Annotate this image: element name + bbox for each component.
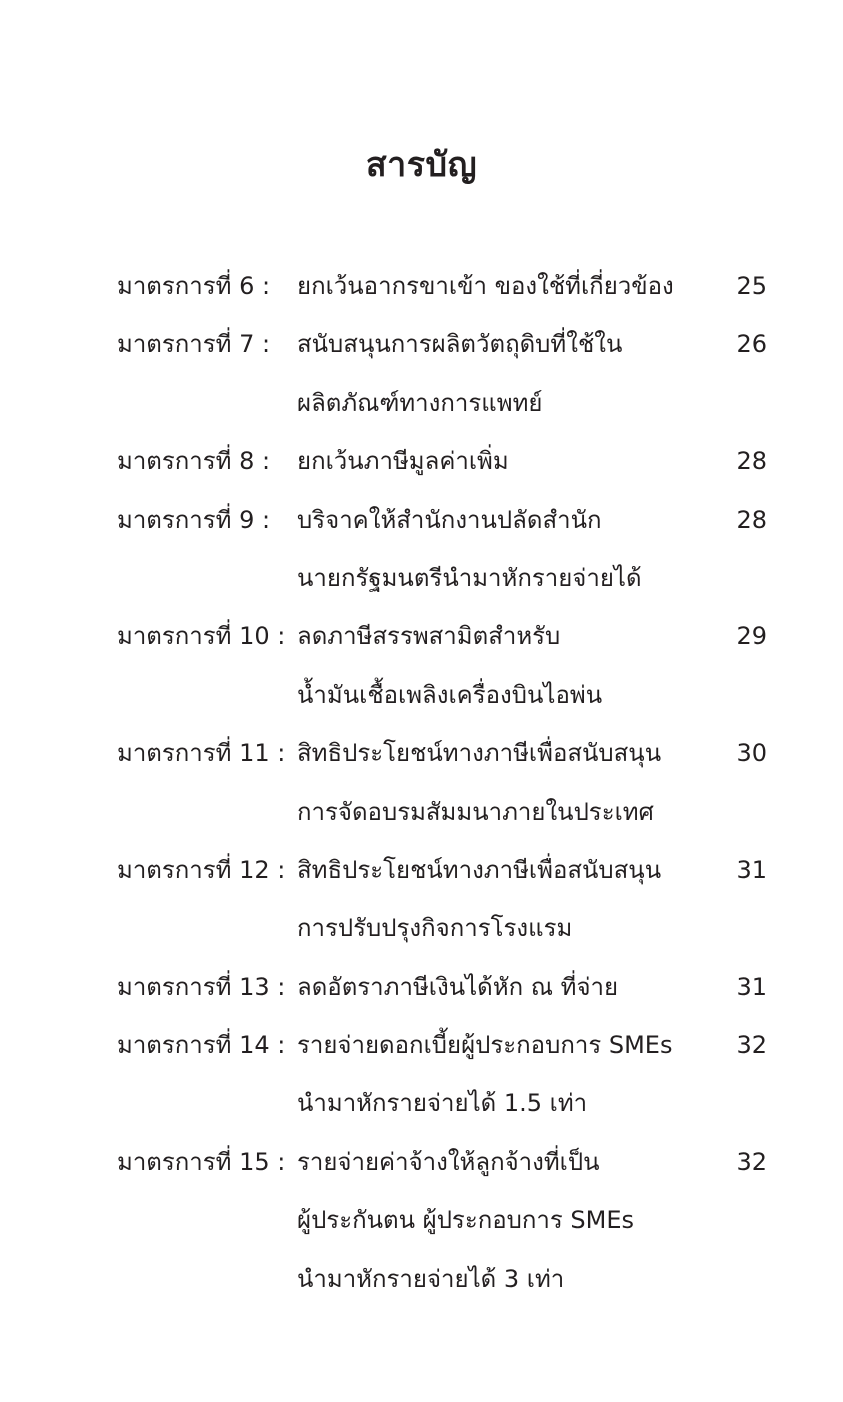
toc-measure-label: มาตรการที่ 12 : [117, 855, 286, 884]
table-of-contents [117, 257, 767, 1308]
toc-page-number: 28 [736, 505, 767, 534]
toc-line [117, 666, 767, 724]
toc-entry-title: นำมาหักรายจ่ายได้ 3 เท่า [297, 1264, 565, 1293]
toc-page-number: 31 [736, 855, 767, 884]
toc-page-number: 32 [736, 1031, 767, 1060]
toc-entry-title: ยกเว้นภาษีมูลค่าเพิ่ม [297, 447, 509, 476]
toc-measure-label: มาตรการที่ 10 : [117, 622, 286, 651]
toc-entry-title: ผลิตภัณฑ์ทางการแพทย์ [297, 388, 543, 417]
toc-line [117, 432, 767, 490]
toc-entry[interactable] [117, 491, 767, 608]
toc-entry[interactable] [117, 315, 767, 432]
toc-page-number: 29 [736, 622, 767, 651]
page-title: สารบัญ [365, 145, 478, 185]
toc-measure-label: มาตรการที่ 14 : [117, 1031, 286, 1060]
toc-page-number: 25 [736, 272, 767, 300]
toc-line [117, 958, 767, 1016]
toc-measure-label: มาตรการที่ 7 : [117, 330, 271, 359]
toc-line [117, 1133, 767, 1191]
toc-line [117, 257, 767, 315]
toc-line [117, 315, 767, 373]
toc-entry[interactable] [117, 607, 767, 724]
toc-line [117, 1016, 767, 1074]
toc-line [117, 1191, 767, 1249]
toc-measure-label: มาตรการที่ 11 : [117, 739, 286, 768]
toc-entry-title: ผู้ประกันตน ผู้ประกอบการ SMEs [297, 1206, 635, 1235]
toc-entry-title: ลดภาษีสรรพสามิตสำหรับ [297, 622, 561, 651]
toc-entry[interactable] [117, 1016, 767, 1133]
toc-line [117, 783, 767, 841]
toc-entry-title: น้ำมันเชื้อเพลิงเครื่องบินไอพ่น [297, 680, 603, 709]
toc-line [117, 607, 767, 665]
toc-line [117, 1250, 767, 1308]
toc-line [117, 549, 767, 607]
toc-entry[interactable] [117, 1133, 767, 1308]
toc-page-number: 31 [736, 972, 767, 1001]
toc-entry-title: ยกเว้นอากรขาเข้า ของใช้ที่เกี่ยวข้อง [297, 272, 674, 300]
toc-entry-title: การจัดอบรมสัมมนาภายในประเทศ [297, 797, 654, 826]
toc-entry[interactable] [117, 841, 767, 958]
toc-entry[interactable] [117, 724, 767, 841]
toc-entry[interactable] [117, 257, 767, 315]
toc-measure-label: มาตรการที่ 15 : [117, 1147, 286, 1176]
toc-measure-label: มาตรการที่ 8 : [117, 447, 271, 476]
toc-entry-title: สนับสนุนการผลิตวัตถุดิบที่ใช้ใน [297, 330, 623, 359]
toc-entry-title: รายจ่ายค่าจ้างให้ลูกจ้างที่เป็น [297, 1147, 600, 1176]
toc-line [117, 374, 767, 432]
toc-entry-title: สิทธิประโยชน์ทางภาษีเพื่อสนับสนุน [297, 739, 662, 768]
toc-entry-title: ลดอัตราภาษีเงินได้หัก ณ ที่จ่าย [297, 972, 619, 1001]
toc-line [117, 491, 767, 549]
toc-entry-title: นำมาหักรายจ่ายได้ 1.5 เท่า [297, 1089, 588, 1118]
toc-measure-label: มาตรการที่ 13 : [117, 972, 286, 1001]
toc-page-number: 30 [736, 739, 767, 768]
toc-entry-title: นายกรัฐมนตรีนำมาหักรายจ่ายได้ [297, 563, 642, 592]
toc-line [117, 899, 767, 957]
toc-line [117, 724, 767, 782]
toc-measure-label: มาตรการที่ 9 : [117, 505, 271, 534]
toc-entry[interactable] [117, 958, 767, 1016]
toc-entry[interactable] [117, 432, 767, 490]
toc-page-number: 32 [736, 1147, 767, 1176]
toc-page-number: 26 [736, 330, 767, 359]
toc-entry-title: บริจาคให้สำนักงานปลัดสำนัก [297, 505, 602, 534]
toc-line [117, 841, 767, 899]
toc-entry-title: สิทธิประโยชน์ทางภาษีเพื่อสนับสนุน [297, 855, 662, 884]
toc-entry-title: รายจ่ายดอกเบี้ยผู้ประกอบการ SMEs [297, 1031, 673, 1060]
toc-page-number: 28 [736, 447, 767, 476]
toc-measure-label: มาตรการที่ 6 : [117, 272, 271, 300]
toc-line [117, 1074, 767, 1132]
toc-entry-title: การปรับปรุงกิจการโรงแรม [297, 914, 573, 943]
